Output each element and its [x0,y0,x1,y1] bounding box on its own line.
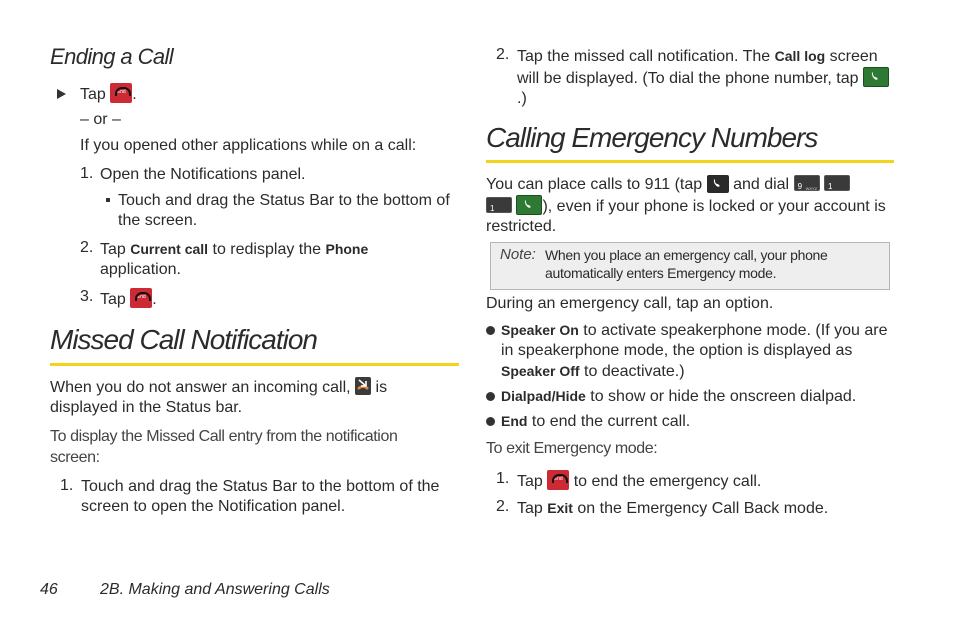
section-footer: 2B. Making and Answering Calls [100,581,330,598]
step-number: 1. [80,165,94,182]
speaker-off-label: Speaker Off [501,363,580,379]
exit-label-bold: Exit [547,500,573,516]
missed-call-icon [355,377,371,395]
current-call-label: Current call [130,241,209,257]
end-call-icon: End [130,288,152,308]
option-end: End to end the current call. [501,413,691,430]
step-number: 1. [60,477,74,494]
exit-label: To exit Emergency mode: [486,440,658,457]
section-title-missed-call: Missed Call Notification [50,324,317,355]
exit-step-2: Tap Exit on the Emergency Call Back mode. [517,500,829,517]
step-text-missed-notification: Tap the missed call notification. The Call log screen will be displayed. (To dial the phone number, tap .) [517,46,897,109]
or-separator: – or – [80,111,121,128]
section-title-emergency: Calling Emergency Numbers [486,122,818,153]
section-rule [486,160,894,163]
section-rule [50,363,459,366]
option-speaker: Speaker On to activate speakerphone mode. (If you are in speakerphone mode, the option is displayed as Speaker Off to deactivate.) [501,322,888,380]
step-number: 2. [80,239,94,256]
step-text-current-call: Tap Current call to redisplay the Phone application. [100,241,369,278]
round-bullet-icon [486,326,495,335]
round-bullet-icon [486,392,495,401]
call-log-label: Call log [774,48,826,64]
step-number: 2. [496,46,510,63]
end-call-icon: End [110,83,132,103]
page-number: 46 [40,581,58,598]
speaker-on-label: Speaker On [501,322,579,338]
emergency-paragraph: You can place calls to 911 (tap and dial 9 WXYZ 1 1 ), even if your phone is locked or your account is restricted. [486,176,886,235]
ending-tap-text: Tap [80,86,106,103]
note-text: When you place an emergency call, your phone automatically enters Emergency mode. [545,247,828,281]
step-text-end: Tap End . [100,288,157,310]
end-label: End [501,413,528,429]
during-text: During an emergency call, tap an option. [486,295,774,312]
exit-step-1: Tap End to end the emergency call. [517,470,761,492]
note-label: Note: [500,246,536,263]
ending-tap-line: Tap End . [80,83,137,105]
key-1-icon: 1 [824,175,850,191]
call-key-icon [707,175,729,193]
call-icon [516,195,542,215]
dialpad-hide-label: Dialpad/Hide [501,388,586,404]
step-number: 1. [496,470,510,487]
round-bullet-icon [486,417,495,426]
section-title-ending-call: Ending a Call [50,44,174,69]
step-text: Touch and drag the Status Bar to the bottom of the screen to open the Notification panel. [81,478,440,515]
phone-label: Phone [325,241,369,257]
step-number: 2. [496,498,510,515]
sub-bullet-text: Touch and drag the Status Bar to the bottom of the screen. [118,192,450,229]
step-number: 3. [80,288,94,305]
ending-if-text: If you opened other applications while on a call: [80,137,417,154]
triangle-bullet-icon [57,89,66,99]
square-bullet-icon [106,198,110,202]
step-text: Open the Notifications panel. [100,166,306,183]
missed-instruction-label: To display the Missed Call entry from the notification screen: [50,428,398,466]
key-9-icon: 9 WXYZ [794,175,820,191]
call-icon [863,67,889,87]
option-dialpad: Dialpad/Hide to show or hide the onscreen dialpad. [501,388,857,405]
key-1-icon: 1 [486,197,512,213]
end-call-icon: End [547,470,569,490]
missed-paragraph: When you do not answer an incoming call, is displayed in the Status bar. [50,379,388,416]
